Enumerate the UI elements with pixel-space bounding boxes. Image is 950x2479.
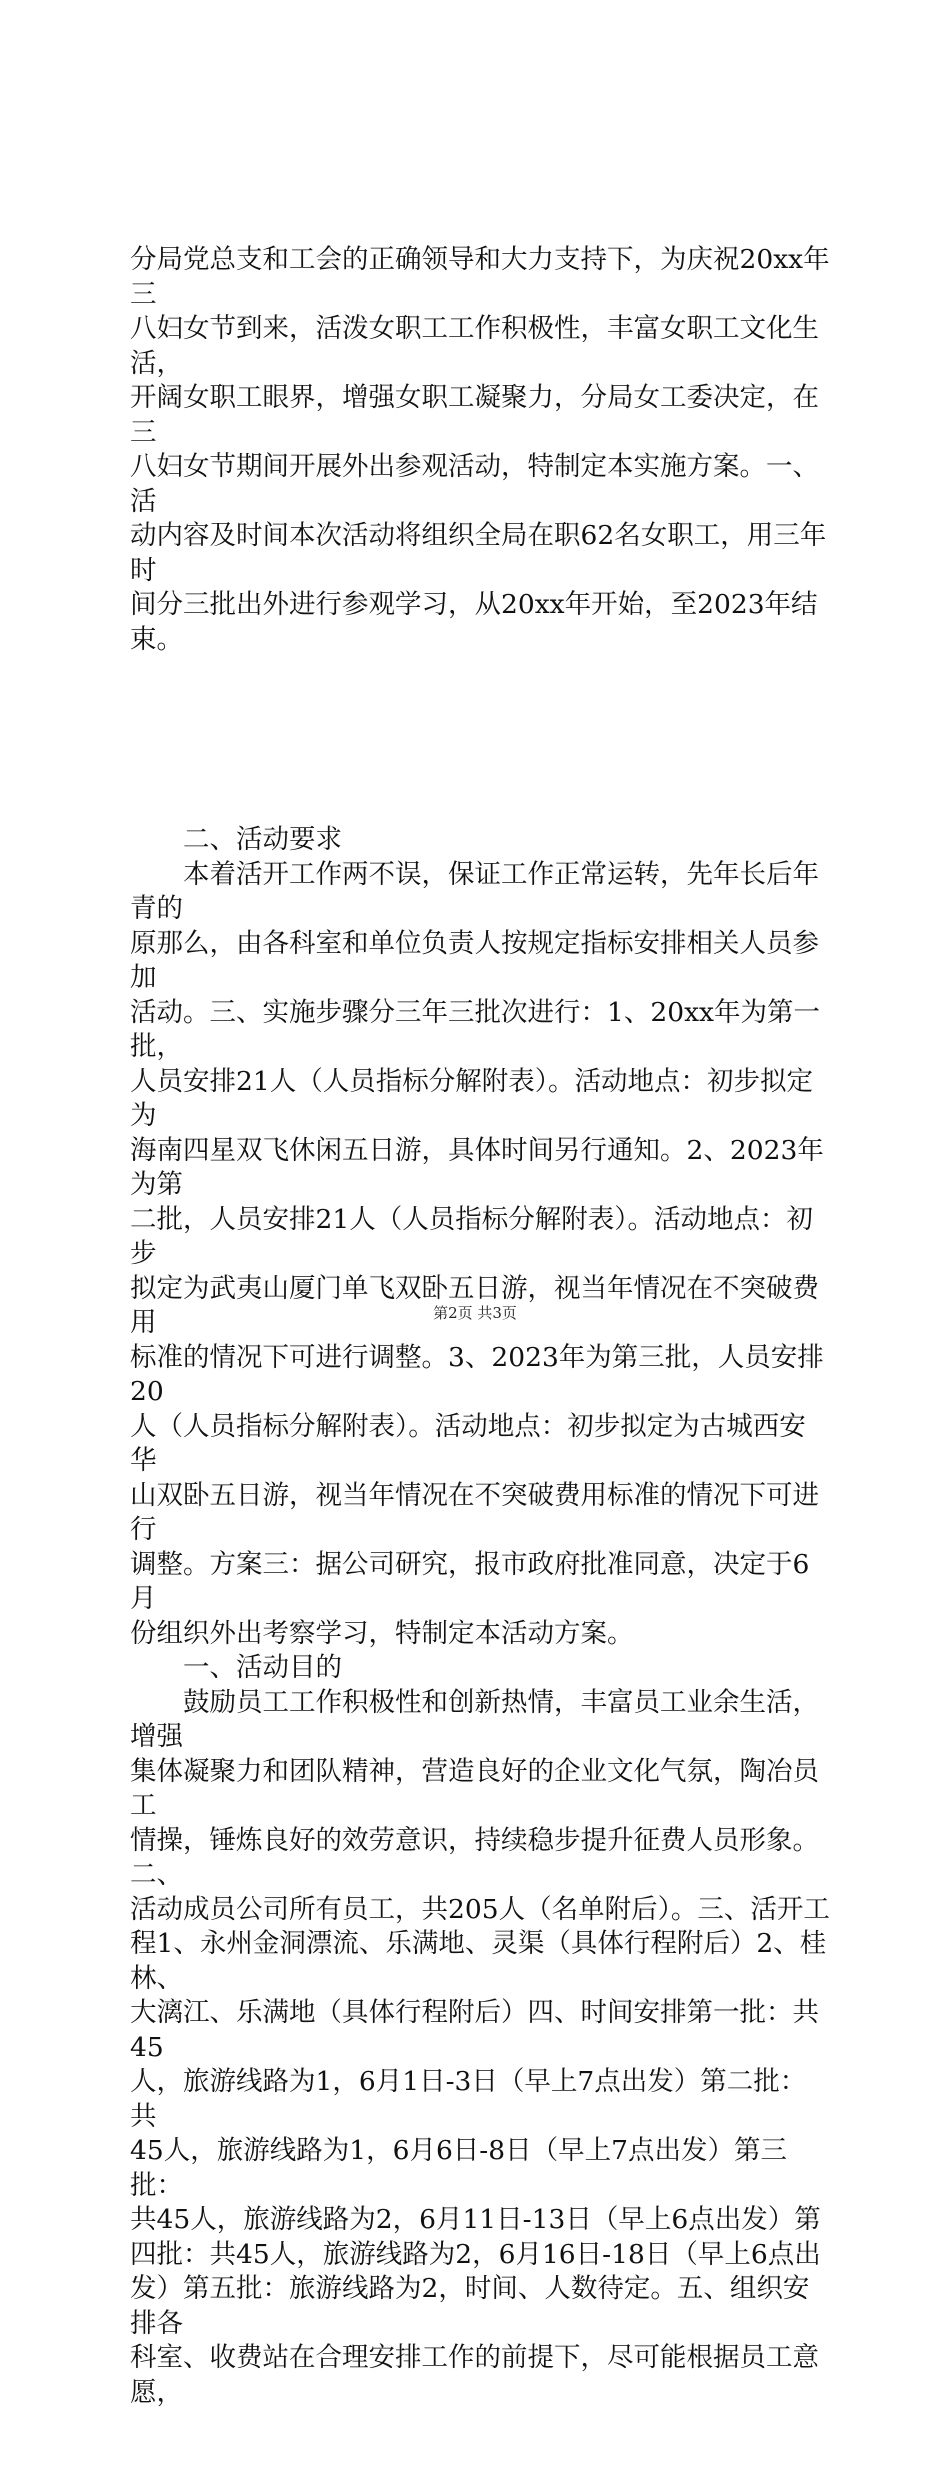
text-line: 本着活开工作两不误，保证工作正常运转，先年长后年青的 — [130, 858, 819, 924]
paragraph-block-main — [130, 823, 830, 2410]
paragraph-gap — [130, 726, 830, 754]
text-line: 集体凝聚力和团队精神，营造良好的企业文化气氛，陶冶员工 — [130, 1755, 819, 1821]
text-line: 活动成员公司所有员工，共205人（名单附后）。三、活开工 — [130, 1893, 830, 1925]
text-line: 原那么，由各科室和单位负责人按规定指标安排相关人员参加 — [130, 927, 819, 993]
text-line: 鼓励员工工作积极性和创新热情，丰富员工业余生活，增强 — [130, 1686, 819, 1752]
text-line: 间分三批出外进行参观学习，从20xx年开始，至2023年结束。 — [130, 589, 818, 655]
text-line: 二批，人员安排21人（人员指标分解附表）。活动地点：初步 — [130, 1203, 813, 1269]
text-line: 四批：共45人，旅游线路为2，6月16日-18日（早上6点出 — [130, 2238, 821, 2270]
text-line: 情操，锤炼良好的效劳意识，持续稳步提升征费人员形象。二、 — [130, 1824, 819, 1890]
text-line: 二、活动要求 — [130, 824, 342, 855]
text-line: 人（人员指标分解附表）。活动地点：初步拟定为古城西安华 — [130, 1410, 806, 1476]
text-line: 活动。三、实施步骤分三年三批次进行：1、20xx年为第一批， — [130, 996, 820, 1062]
text-line: 人员安排21人（人员指标分解附表）。活动地点：初步拟定为 — [130, 1065, 813, 1131]
text-line: 调整。方案三：据公司研究，报市政府批准同意，决定于6月 — [130, 1548, 810, 1614]
text-line: 标准的情况下可进行调整。3、2023年为第三批，人员安排20 — [130, 1341, 824, 1407]
text-line: 份组织外出考察学习，特制定本活动方案。 — [130, 1617, 634, 1649]
page-footer: 第2页 共3页 — [433, 1304, 517, 1322]
text-line: 科室、收费站在合理安排工作的前提下，尽可能根据员工意愿， — [130, 2342, 819, 2408]
text-line: 拟定为武夷山厦门单飞双卧五日游，视当年情况在不突破费用 — [130, 1272, 819, 1338]
text-line: 八妇女节到来，活泼女职工工作积极性，丰富女职工文化生活， — [130, 313, 819, 379]
text-line: 程1、永州金洞漂流、乐满地、灵渠（具体行程附后）2、桂林、 — [130, 1928, 827, 1994]
text-line: 一、活动目的 — [130, 1652, 342, 1683]
text-line: 大漓江、乐满地（具体行程附后）四、时间安排第一批：共45 — [130, 1997, 819, 2063]
text-line: 人，旅游线路为1，6月1日-3日（早上7点出发）第二批：共 — [130, 2066, 807, 2132]
text-line: 八妇女节期间开展外出参观活动，特制定本实施方案。一、活 — [130, 451, 819, 517]
text-line: 共45人，旅游线路为2，6月11日-13日（早上6点出发）第 — [130, 2204, 821, 2235]
paragraph-block-intro — [130, 243, 830, 657]
text-line: 动内容及时间本次活动将组织全局在职62名女职工，用三年时 — [130, 520, 827, 586]
text-line: 开阔女职工眼界，增强女职工凝聚力，分局女工委决定，在三 — [130, 382, 819, 448]
text-line: 45人，旅游线路为1，6月6日-8日（早上7点出发）第三批： — [130, 2135, 787, 2201]
text-line: 山双卧五日游，视当年情况在不突破费用标准的情况下可进行 — [130, 1479, 819, 1545]
text-line: 分局党总支和工会的正确领导和大力支持下，为庆祝20xx年三 — [130, 244, 830, 310]
text-line: 发）第五批：旅游线路为2，时间、人数待定。五、组织安排各 — [130, 2273, 810, 2339]
document-body — [130, 174, 830, 2479]
text-line: 海南四星双飞休闲五日游，具体时间另行通知。2、2023年为第 — [130, 1134, 824, 1200]
